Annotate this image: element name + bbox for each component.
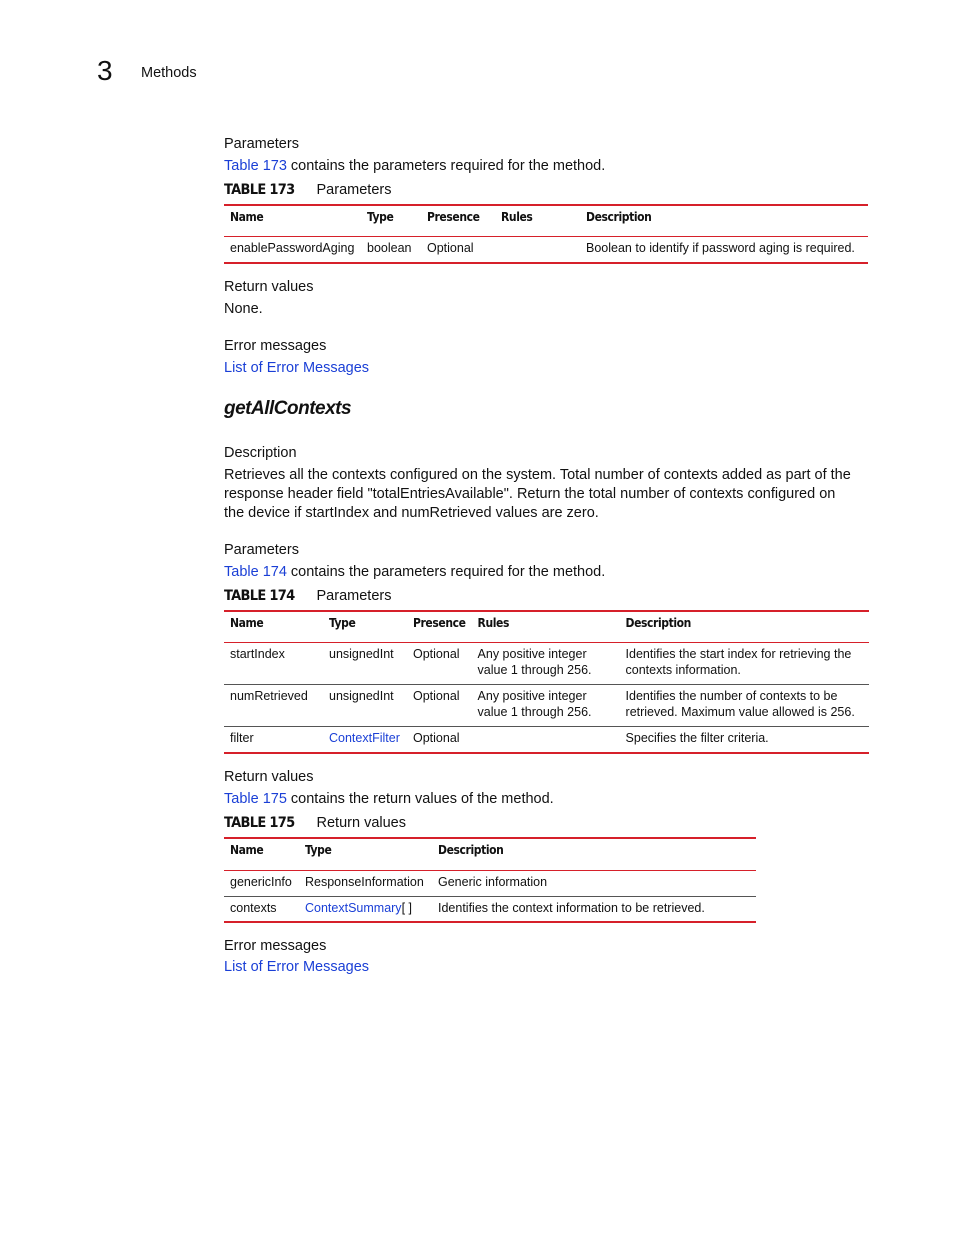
return-values-text: None. [224, 301, 263, 317]
table-175 [224, 837, 756, 923]
table-175-link[interactable]: Table 175 [224, 791, 287, 807]
cell-name: genericInfo [224, 871, 299, 897]
cell-name: enablePasswordAging [224, 237, 361, 264]
chapter-number: 3 [97, 55, 113, 86]
col-presence: Presence [407, 611, 472, 643]
description-line: contexts information. [625, 663, 741, 677]
cell-type [299, 897, 432, 923]
cell-rules [472, 685, 620, 727]
cell-name: contexts [224, 897, 299, 923]
return-values-intro [224, 790, 554, 809]
cell-description: Specifies the filter criteria. [620, 727, 869, 754]
description-line: response header field "totalEntriesAvailable". Return the total number of contexts configured on [224, 486, 836, 502]
cell-description [620, 643, 869, 685]
table-header-row [224, 611, 869, 643]
col-type: Type [299, 838, 432, 871]
rules-line: Any positive integer [477, 689, 587, 703]
col-description: Description [620, 611, 869, 643]
context-filter-link[interactable]: ContextFilter [323, 727, 407, 754]
table-header-row [224, 838, 756, 871]
cell-description: Boolean to identify if password aging is required. [580, 237, 868, 264]
cell-name: filter [224, 727, 323, 754]
parameters-intro-text: contains the parameters required for the method. [286, 158, 606, 174]
method-title: getAllContexts [224, 398, 352, 419]
table-175-number: TABLE 175 [224, 815, 295, 831]
table-174 [224, 610, 869, 754]
description-line: Retrieves all the contexts configured on the system. Total number of contexts added as part of the [224, 467, 851, 483]
table-175-title: Return values [316, 815, 406, 831]
type-suffix: [ ] [401, 901, 412, 915]
table-173-number: TABLE 173 [224, 182, 295, 198]
table-row [224, 727, 869, 754]
cell-name: numRetrieved [224, 685, 323, 727]
table-173-title: Parameters [316, 182, 392, 198]
return-values-intro-text: contains the return values of the method. [286, 791, 554, 807]
table-174-title: Parameters [316, 588, 392, 604]
cell-description [620, 685, 869, 727]
col-name: Name [224, 205, 361, 237]
return-values-heading: Return values [224, 279, 314, 295]
error-messages-link[interactable]: List of Error Messages [224, 959, 370, 975]
table-173-caption [224, 182, 391, 198]
cell-description: Identifies the context information to be retrieved. [432, 897, 756, 923]
description-line: retrieved. Maximum value allowed is 256. [625, 705, 855, 719]
col-type: Type [323, 611, 407, 643]
description-heading: Description [224, 445, 297, 461]
description-line: the device if startIndex and numRetrieved values are zero. [224, 505, 599, 521]
error-messages-link[interactable]: List of Error Messages [224, 360, 370, 376]
col-name: Name [224, 838, 299, 871]
table-header-row [224, 205, 868, 237]
table-row [224, 643, 869, 685]
cell-rules [495, 237, 580, 264]
rules-line: value 1 through 256. [477, 705, 592, 719]
rules-line: value 1 through 256. [477, 663, 592, 677]
cell-name: startIndex [224, 643, 323, 685]
description-line: Identifies the start index for retrieving the [625, 647, 852, 661]
table-row [224, 871, 756, 897]
cell-type: unsignedInt [323, 643, 407, 685]
rules-line: Any positive integer [477, 647, 587, 661]
cell-presence: Optional [407, 685, 472, 727]
return-values-heading: Return values [224, 769, 314, 785]
table-173 [224, 204, 868, 264]
col-presence: Presence [421, 205, 495, 237]
parameters-heading: Parameters [224, 542, 299, 558]
col-rules: Rules [495, 205, 580, 237]
table-row [224, 237, 868, 264]
col-name: Name [224, 611, 323, 643]
cell-presence: Optional [421, 237, 495, 264]
description-line: Identifies the number of contexts to be [625, 689, 838, 703]
parameters-heading: Parameters [224, 136, 299, 152]
table-175-caption [224, 815, 406, 831]
description-text [224, 466, 874, 523]
col-type: Type [361, 205, 421, 237]
col-rules: Rules [472, 611, 620, 643]
error-messages-heading: Error messages [224, 338, 327, 354]
table-row [224, 897, 756, 923]
cell-rules [472, 727, 620, 754]
table-173-link[interactable]: Table 173 [224, 158, 287, 174]
cell-type: ResponseInformation [299, 871, 432, 897]
table-174-link[interactable]: Table 174 [224, 564, 287, 580]
cell-presence: Optional [407, 643, 472, 685]
chapter-title: Methods [141, 65, 197, 81]
parameters-intro [224, 563, 605, 582]
cell-presence: Optional [407, 727, 472, 754]
table-row [224, 685, 869, 727]
cell-type: boolean [361, 237, 421, 264]
table-174-caption [224, 588, 391, 604]
parameters-intro-text: contains the parameters required for the method. [286, 564, 606, 580]
cell-type: unsignedInt [323, 685, 407, 727]
table-174-number: TABLE 174 [224, 588, 295, 604]
parameters-intro [224, 157, 605, 176]
col-description: Description [432, 838, 756, 871]
col-description: Description [580, 205, 868, 237]
cell-rules [472, 643, 620, 685]
context-summary-link[interactable]: ContextSummary [305, 901, 402, 915]
cell-description: Generic information [432, 871, 756, 897]
error-messages-heading: Error messages [224, 938, 327, 954]
